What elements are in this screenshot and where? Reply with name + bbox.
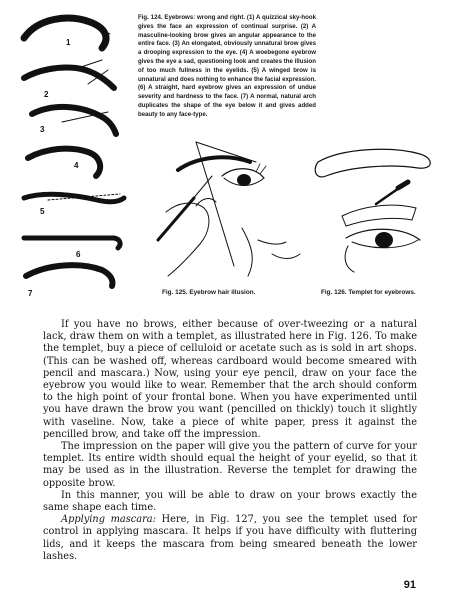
fig125-caption: Fig. 125. Eyebrow hair illusion. [162, 289, 256, 296]
eyebrow-number-5: 5 [40, 207, 45, 216]
eyebrow-number-7: 7 [28, 289, 33, 298]
fig124-caption: Fig. 124. Eyebrows: wrong and right. (1) A quizzical sky-hook gives the face an expression of continual surprise. (2) A masculine-looking brow gives an angular appearance to the entire face. (3) An elongated, obviously unnatural brow gives a drooping expression to the eye. (4) A woebegone eyebrow gives the eye a sad, questioning look and creates the illusion of too much fullness in the eyelids. (5) A winged brow is unnatural and does nothing to enhance the facial expression. (6) A straight, hard eyebrow gives an expression of undue severity and hardness to the face. (7) A normal, natural arch duplicates the shape of the eye below it and gives added beauty to any face-type. [138, 14, 316, 118]
fig126-illustration [312, 146, 440, 274]
eyebrow-5 [24, 194, 124, 216]
eyebrow-number-4: 4 [74, 161, 79, 170]
fig126-caption: Fig. 126. Templet for eyebrows. [321, 289, 416, 296]
templet-drawing [312, 146, 440, 274]
page-number: 91 [403, 579, 416, 591]
paragraph-3: In this manner, you will be able to draw on your brows exactly the same shape each time. [43, 489, 417, 514]
eyebrow-number-3: 3 [40, 125, 45, 134]
eyebrow-number-6: 6 [76, 250, 81, 259]
eyebrow-7 [26, 265, 113, 298]
paragraph-1: If you have no brows, either because of over-tweezing or a natural lack, draw them on with a templet, as illustrated here in Fig. 126. To make the templet, buy a piece of celluloid or acetate such as is sold in art shops. (This can be washed off, whereas cardboard would become smeared with pencil and mascara.) Now, using your eye pencil, draw on your face the eyebrow you would like to wear. Remember that the arch should conform to the high point of your frontal bone. When you have experimented until you have drawn the brow you want (pencilled on thickly) touch it slightly with vaseline. Now, take a piece of white paper, press it against the pencilled brow, and take off the impression. [43, 319, 417, 440]
paragraph-4-text: Here, in Fig. 127, you see the templet used for control in applying mascara. It helps if you have difficulty with fluttering lids, and it keeps the mascara from being smeared beneath the lower lashes. [43, 514, 417, 562]
eyebrow-examples-figure [18, 8, 130, 298]
fig125-illustration [138, 136, 306, 284]
eyebrow-2 [24, 60, 114, 99]
eyebrow-number-1: 1 [66, 38, 71, 47]
eyebrow-hair-illusion-drawing [138, 136, 306, 284]
eyebrow-6 [24, 238, 120, 259]
paragraph-4 [43, 514, 417, 563]
eyebrow-drawings [18, 8, 130, 298]
eyebrow-1 [24, 18, 110, 48]
eyebrow-number-2: 2 [44, 90, 49, 99]
body-text [43, 319, 417, 563]
paragraph-2: The impression on the paper will give you the pattern of curve for your templet. Its entire width should equal the height of your eyelid, so that it may be used as in the illustration. Reverse the templet for drawing the opposite brow. [43, 441, 417, 489]
applying-mascara-label: Applying mascara: [61, 514, 156, 526]
eyebrow-4 [28, 149, 100, 176]
eyebrow-3 [32, 107, 116, 134]
